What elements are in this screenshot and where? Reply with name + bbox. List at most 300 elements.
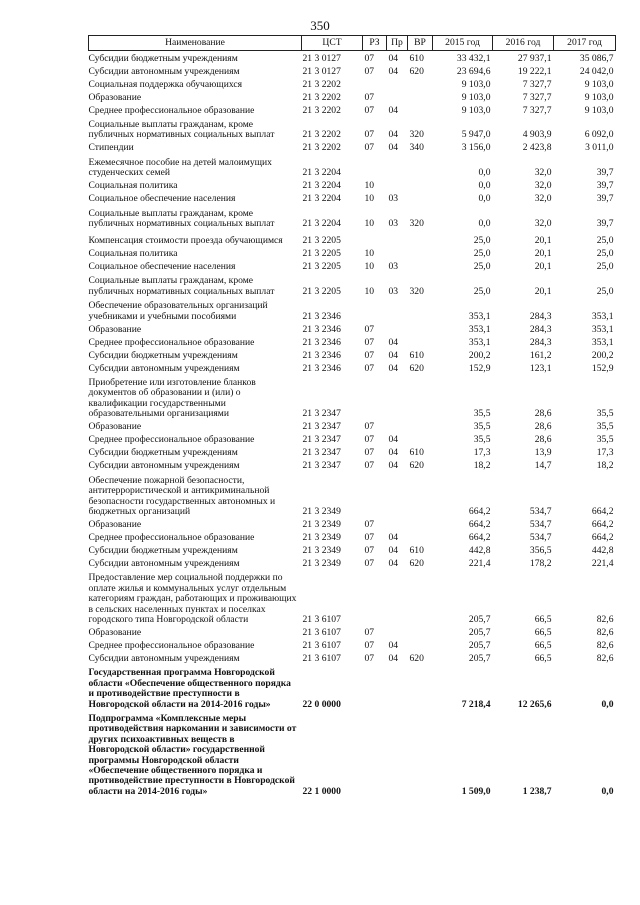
row-vr	[408, 517, 433, 530]
row-value-2016: 7 327,7	[522, 78, 552, 90]
row-pr: 03	[388, 285, 399, 297]
row-value-2015: 35,5	[473, 421, 491, 433]
row-name: Компенсация стоимости проезда обучающимся	[88, 235, 283, 247]
row-vr	[408, 154, 433, 179]
row-vr	[408, 246, 433, 259]
row-rz	[363, 472, 387, 518]
row-cst: 21 3 2349	[302, 557, 341, 569]
row-cst: 21 3 2346	[302, 362, 341, 374]
row-value-2017: 353,1	[591, 336, 614, 348]
row-rz: 07	[364, 447, 375, 459]
header-vr: ВР	[408, 36, 433, 51]
row-pr	[387, 246, 408, 259]
row-vr	[408, 625, 433, 638]
row-value-2015: 442,8	[468, 544, 491, 556]
row-value-2015: 35,5	[473, 434, 491, 446]
row-value-2017: 35,5	[596, 434, 614, 446]
row-vr	[408, 374, 433, 420]
row-vr	[408, 664, 433, 710]
table-row	[89, 179, 616, 192]
row-value-2016: 32,0	[534, 218, 552, 230]
row-name: Предоставление мер социальной поддержки по оплате жилья и коммунальных услуг отдельным категориям граждан, работающих и проживающих в сельских населенных пунктах и поселках городского типа Новгородской области	[88, 572, 297, 625]
row-value-2015: 23 694,6	[456, 65, 491, 77]
row-rz	[363, 374, 387, 420]
row-rz: 07	[364, 652, 375, 664]
table-row	[89, 664, 616, 710]
table-row	[89, 154, 616, 179]
row-value-2017: 664,2	[591, 518, 614, 530]
row-cst: 21 3 2205	[302, 235, 341, 247]
row-name: Среднее профессиональное образование	[88, 639, 255, 651]
row-value-2017: 353,1	[591, 323, 614, 335]
row-value-2016: 32,0	[534, 167, 552, 179]
row-value-2016: 66,5	[534, 613, 552, 625]
budget-table	[88, 35, 616, 797]
row-name: Социальная политика	[88, 180, 178, 192]
row-rz: 07	[364, 557, 375, 569]
row-rz: 07	[364, 421, 375, 433]
row-pr: 04	[388, 336, 399, 348]
row-value-2015: 664,2	[468, 531, 491, 543]
row-rz: 07	[364, 129, 375, 141]
row-value-2016: 7 327,7	[522, 91, 552, 103]
row-cst: 21 3 2347	[302, 434, 341, 446]
row-rz	[363, 229, 387, 246]
row-rz: 07	[364, 518, 375, 530]
row-value-2016: 123,1	[529, 362, 552, 374]
row-vr: 620	[409, 557, 424, 569]
row-cst: 21 3 6107	[302, 639, 341, 651]
row-rz	[363, 569, 387, 625]
row-value-2017: 35,5	[596, 421, 614, 433]
table-row	[89, 446, 616, 459]
row-pr	[387, 154, 408, 179]
row-value-2016: 284,3	[529, 323, 552, 335]
row-pr: 03	[388, 218, 399, 230]
row-pr: 04	[388, 531, 399, 543]
row-value-2017: 82,6	[596, 626, 614, 638]
row-value-2015: 25,0	[473, 248, 491, 260]
row-cst: 21 3 2202	[302, 142, 341, 154]
table-row	[89, 556, 616, 569]
table-header	[89, 36, 616, 51]
row-name: Обеспечение образовательных организаций учебниками и учебными пособиями	[88, 300, 268, 322]
row-cst: 21 3 2346	[302, 336, 341, 348]
header-pr: Пр	[387, 36, 408, 51]
row-value-2015: 221,4	[468, 557, 491, 569]
row-value-2017: 152,9	[591, 362, 614, 374]
row-rz	[363, 297, 387, 322]
row-rz: 07	[364, 91, 375, 103]
row-name: Социальное обеспечение населения	[88, 261, 236, 273]
row-vr: 610	[409, 447, 424, 459]
row-value-2016: 1 238,7	[522, 785, 552, 797]
row-value-2015: 353,1	[468, 323, 491, 335]
row-value-2015: 7 218,4	[461, 698, 491, 710]
row-value-2015: 35,5	[473, 408, 491, 420]
table-row	[89, 335, 616, 348]
row-value-2017: 664,2	[591, 505, 614, 517]
row-value-2015: 152,9	[468, 362, 491, 374]
row-value-2015: 353,1	[468, 310, 491, 322]
row-pr	[387, 664, 408, 710]
table-row	[89, 420, 616, 433]
row-pr	[387, 710, 408, 797]
row-value-2017: 3 011,0	[585, 142, 614, 154]
row-cst: 21 3 2347	[302, 408, 341, 420]
row-cst: 21 3 2204	[302, 193, 341, 205]
row-rz: 07	[364, 434, 375, 446]
row-cst: 21 3 2347	[302, 421, 341, 433]
row-name: Субсидии бюджетным учреждениям	[88, 349, 238, 361]
header-rz: РЗ	[363, 36, 387, 51]
row-value-2017: 18,2	[596, 460, 614, 472]
row-pr	[387, 229, 408, 246]
row-pr: 04	[388, 447, 399, 459]
row-name: Социальные выплаты гражданам, кроме публичных нормативных социальных выплат	[88, 119, 275, 141]
row-value-2017: 24 042,0	[579, 65, 614, 77]
row-value-2015: 9 103,0	[461, 104, 491, 116]
row-cst: 21 3 2349	[302, 505, 341, 517]
row-name: Субсидии автономным учреждениям	[88, 460, 240, 472]
row-value-2017: 9 103,0	[584, 78, 614, 90]
table-row	[89, 348, 616, 361]
table-row	[89, 374, 616, 420]
table-row	[89, 141, 616, 154]
row-cst: 21 3 2204	[302, 180, 341, 192]
row-vr: 620	[409, 362, 424, 374]
row-rz: 07	[364, 142, 375, 154]
table-row	[89, 229, 616, 246]
row-pr: 03	[388, 193, 399, 205]
header-2015: 2015 год	[433, 36, 493, 51]
row-value-2016: 284,3	[529, 336, 552, 348]
row-value-2017: 353,1	[591, 310, 614, 322]
row-value-2017: 35 086,7	[579, 52, 614, 64]
row-rz: 07	[364, 349, 375, 361]
row-value-2015: 664,2	[468, 518, 491, 530]
row-pr: 04	[388, 104, 399, 116]
row-value-2016: 534,7	[529, 518, 552, 530]
row-value-2015: 200,2	[468, 349, 491, 361]
row-pr	[387, 625, 408, 638]
row-pr	[387, 472, 408, 518]
row-pr: 04	[388, 129, 399, 141]
row-value-2015: 353,1	[468, 336, 491, 348]
row-value-2016: 20,1	[534, 285, 552, 297]
row-value-2017: 17,3	[596, 447, 614, 459]
row-value-2016: 28,6	[534, 434, 552, 446]
row-name: Подпрограмма «Комплексные меры противодействия наркомании и зависимости от других психоактивных веществ в Новгородской области» государственной программы Новгородской области «Обеспечение общественного порядка и противодействие преступности в Новгородской области на 2014-2016 годы»	[88, 712, 297, 797]
row-vr	[408, 472, 433, 518]
row-vr	[408, 710, 433, 797]
row-value-2016: 20,1	[534, 248, 552, 260]
header-cst: ЦСТ	[302, 36, 363, 51]
row-rz: 10	[364, 261, 375, 273]
row-cst: 21 3 2202	[302, 91, 341, 103]
row-value-2016: 66,5	[534, 639, 552, 651]
row-cst: 21 3 2205	[302, 248, 341, 260]
row-value-2017: 9 103,0	[584, 91, 614, 103]
table-row	[89, 116, 616, 141]
row-rz	[363, 710, 387, 797]
row-value-2016: 2 423,8	[522, 142, 552, 154]
header-2016: 2016 год	[493, 36, 554, 51]
table-row	[89, 297, 616, 322]
row-value-2016: 178,2	[529, 557, 552, 569]
row-rz: 07	[364, 626, 375, 638]
row-name: Среднее профессиональное образование	[88, 531, 255, 543]
row-cst: 21 3 6107	[302, 652, 341, 664]
row-vr	[408, 103, 433, 116]
table-row	[89, 543, 616, 556]
row-value-2015: 1 509,0	[461, 785, 491, 797]
row-vr	[408, 192, 433, 205]
row-name: Субсидии автономным учреждениям	[88, 557, 240, 569]
row-pr: 04	[388, 639, 399, 651]
row-value-2017: 0,0	[601, 785, 614, 797]
row-pr: 04	[388, 65, 399, 77]
row-rz: 10	[364, 285, 375, 297]
row-cst: 22 1 0000	[302, 785, 341, 797]
row-value-2016: 66,5	[534, 652, 552, 664]
row-value-2015: 205,7	[468, 652, 491, 664]
row-value-2016: 534,7	[529, 505, 552, 517]
row-value-2016: 284,3	[529, 310, 552, 322]
row-rz	[363, 77, 387, 90]
row-pr	[387, 77, 408, 90]
row-name: Образование	[88, 323, 142, 335]
row-pr	[387, 517, 408, 530]
row-value-2016: 27 937,1	[517, 52, 552, 64]
row-pr: 04	[388, 349, 399, 361]
row-value-2015: 25,0	[473, 285, 491, 297]
table-row	[89, 272, 616, 297]
row-value-2017: 221,4	[591, 557, 614, 569]
table-row	[89, 246, 616, 259]
row-value-2015: 5 947,0	[461, 129, 491, 141]
row-cst: 21 3 2205	[302, 285, 341, 297]
row-value-2015: 18,2	[473, 460, 491, 472]
row-value-2015: 25,0	[473, 235, 491, 247]
row-pr	[387, 569, 408, 625]
row-value-2015: 9 103,0	[461, 91, 491, 103]
row-name: Ежемесячное пособие на детей малоимущих студенческих семей	[88, 156, 272, 179]
row-value-2017: 39,7	[596, 167, 614, 179]
table-row	[89, 710, 616, 797]
row-rz: 07	[364, 65, 375, 77]
row-rz	[363, 664, 387, 710]
row-rz: 07	[364, 531, 375, 543]
row-cst: 21 3 2204	[302, 167, 341, 179]
row-vr: 610	[409, 349, 424, 361]
table-row	[89, 530, 616, 543]
table-row	[89, 259, 616, 272]
row-vr: 340	[409, 142, 424, 154]
row-value-2016: 7 327,7	[522, 104, 552, 116]
table-row	[89, 361, 616, 374]
row-pr: 03	[388, 261, 399, 273]
table-row	[89, 651, 616, 664]
row-vr	[408, 179, 433, 192]
row-value-2016: 66,5	[534, 626, 552, 638]
row-value-2017: 82,6	[596, 652, 614, 664]
row-name: Образование	[88, 518, 142, 530]
row-cst: 21 3 2346	[302, 310, 341, 322]
row-value-2017: 6 092,0	[584, 129, 614, 141]
row-value-2016: 14,7	[534, 460, 552, 472]
row-name: Обеспечение пожарной безопасности, антитеррористической и антикриминальной безопасности государственных автономных и бюджетных организаций	[88, 474, 276, 517]
row-value-2016: 32,0	[534, 193, 552, 205]
table-body	[89, 51, 616, 798]
row-cst: 21 3 6107	[302, 626, 341, 638]
row-value-2016: 12 265,6	[517, 698, 552, 710]
table-row	[89, 322, 616, 335]
row-value-2017: 200,2	[591, 349, 614, 361]
row-value-2016: 20,1	[534, 261, 552, 273]
row-value-2017: 25,0	[596, 285, 614, 297]
row-cst: 21 3 2202	[302, 104, 341, 116]
row-value-2015: 205,7	[468, 613, 491, 625]
row-value-2015: 9 103,0	[461, 78, 491, 90]
row-name: Образование	[88, 421, 142, 433]
row-vr	[408, 420, 433, 433]
row-cst: 21 3 2347	[302, 460, 341, 472]
row-cst: 21 3 2202	[302, 78, 341, 90]
row-value-2017: 442,8	[591, 544, 614, 556]
table-row	[89, 569, 616, 625]
row-vr: 320	[409, 285, 424, 297]
row-vr	[408, 569, 433, 625]
row-value-2015: 25,0	[473, 261, 491, 273]
row-vr: 610	[409, 544, 424, 556]
row-rz: 07	[364, 639, 375, 651]
row-name: Субсидии автономным учреждениям	[88, 652, 240, 664]
row-cst: 21 3 2202	[302, 129, 341, 141]
row-vr	[408, 297, 433, 322]
row-name: Субсидии автономным учреждениям	[88, 65, 240, 77]
row-cst: 21 3 2349	[302, 531, 341, 543]
table-row	[89, 625, 616, 638]
row-value-2016: 28,6	[534, 421, 552, 433]
row-value-2017: 9 103,0	[584, 104, 614, 116]
row-value-2017: 39,7	[596, 218, 614, 230]
row-rz: 07	[364, 460, 375, 472]
row-cst: 21 3 0127	[302, 52, 341, 64]
table-row	[89, 638, 616, 651]
row-rz: 10	[364, 193, 375, 205]
row-value-2015: 0,0	[478, 193, 491, 205]
row-vr: 620	[409, 65, 424, 77]
row-pr	[387, 90, 408, 103]
row-cst: 21 3 2349	[302, 544, 341, 556]
row-value-2015: 0,0	[478, 180, 491, 192]
row-name: Государственная программа Новгородской области «Обеспечение общественного порядка и противодействие преступности в Новгородской области на 2014-2016 годы»	[88, 667, 291, 710]
row-name: Субсидии бюджетным учреждениям	[88, 447, 238, 459]
row-name: Социальная поддержка обучающихся	[88, 78, 243, 90]
row-cst: 21 3 2349	[302, 518, 341, 530]
row-pr	[387, 179, 408, 192]
row-vr: 320	[409, 218, 424, 230]
table-row	[89, 51, 616, 65]
row-vr	[408, 77, 433, 90]
row-value-2017: 39,7	[596, 180, 614, 192]
row-pr: 04	[388, 52, 399, 64]
row-cst: 21 3 2347	[302, 447, 341, 459]
row-value-2016: 13,9	[534, 447, 552, 459]
row-vr	[408, 259, 433, 272]
row-vr: 620	[409, 652, 424, 664]
row-name: Субсидии автономным учреждениям	[88, 362, 240, 374]
row-value-2015: 17,3	[473, 447, 491, 459]
row-pr	[387, 420, 408, 433]
row-rz: 07	[364, 336, 375, 348]
page-number: 350	[310, 18, 330, 33]
row-cst: 21 3 2204	[302, 218, 341, 230]
row-pr	[387, 297, 408, 322]
row-value-2017: 25,0	[596, 261, 614, 273]
row-value-2016: 28,6	[534, 408, 552, 420]
row-cst: 22 0 0000	[302, 698, 341, 710]
table-row	[89, 64, 616, 77]
row-value-2015: 0,0	[478, 167, 491, 179]
row-vr	[408, 335, 433, 348]
row-name: Приобретение или изготовление бланков документов об образовании и (или) о квалификации государственными образовательными организациями	[88, 377, 256, 420]
row-value-2017: 25,0	[596, 235, 614, 247]
row-rz: 07	[364, 104, 375, 116]
table-row	[89, 192, 616, 205]
row-vr	[408, 90, 433, 103]
row-cst: 21 3 2346	[302, 323, 341, 335]
table-row	[89, 433, 616, 446]
row-value-2015: 33 432,1	[456, 52, 491, 64]
row-rz: 10	[364, 180, 375, 192]
row-value-2017: 664,2	[591, 531, 614, 543]
row-name: Образование	[88, 91, 142, 103]
row-name: Образование	[88, 626, 142, 638]
row-vr	[408, 322, 433, 335]
row-value-2017: 82,6	[596, 639, 614, 651]
table-row	[89, 459, 616, 472]
row-value-2016: 161,2	[529, 349, 552, 361]
row-value-2016: 20,1	[534, 235, 552, 247]
row-value-2017: 39,7	[596, 193, 614, 205]
row-rz: 07	[364, 52, 375, 64]
row-value-2015: 664,2	[468, 505, 491, 517]
row-vr	[408, 433, 433, 446]
table-row	[89, 517, 616, 530]
row-name: Среднее профессиональное образование	[88, 104, 255, 116]
row-value-2016: 19 222,1	[517, 65, 552, 77]
table-row	[89, 472, 616, 518]
row-pr: 04	[388, 434, 399, 446]
row-pr: 04	[388, 362, 399, 374]
row-pr	[387, 322, 408, 335]
row-cst: 21 3 0127	[302, 65, 341, 77]
row-rz: 07	[364, 362, 375, 374]
row-name: Социальные выплаты гражданам, кроме публичных нормативных социальных выплат	[88, 207, 275, 230]
row-pr	[387, 374, 408, 420]
row-value-2015: 3 156,0	[461, 142, 491, 154]
row-name: Социальная политика	[88, 248, 178, 260]
header-name: Наименование	[89, 36, 302, 51]
table-row	[89, 90, 616, 103]
row-name: Среднее профессиональное образование	[88, 434, 255, 446]
row-pr: 04	[388, 557, 399, 569]
row-value-2016: 4 903,9	[522, 129, 552, 141]
row-pr: 04	[388, 544, 399, 556]
row-value-2015: 0,0	[478, 218, 491, 230]
